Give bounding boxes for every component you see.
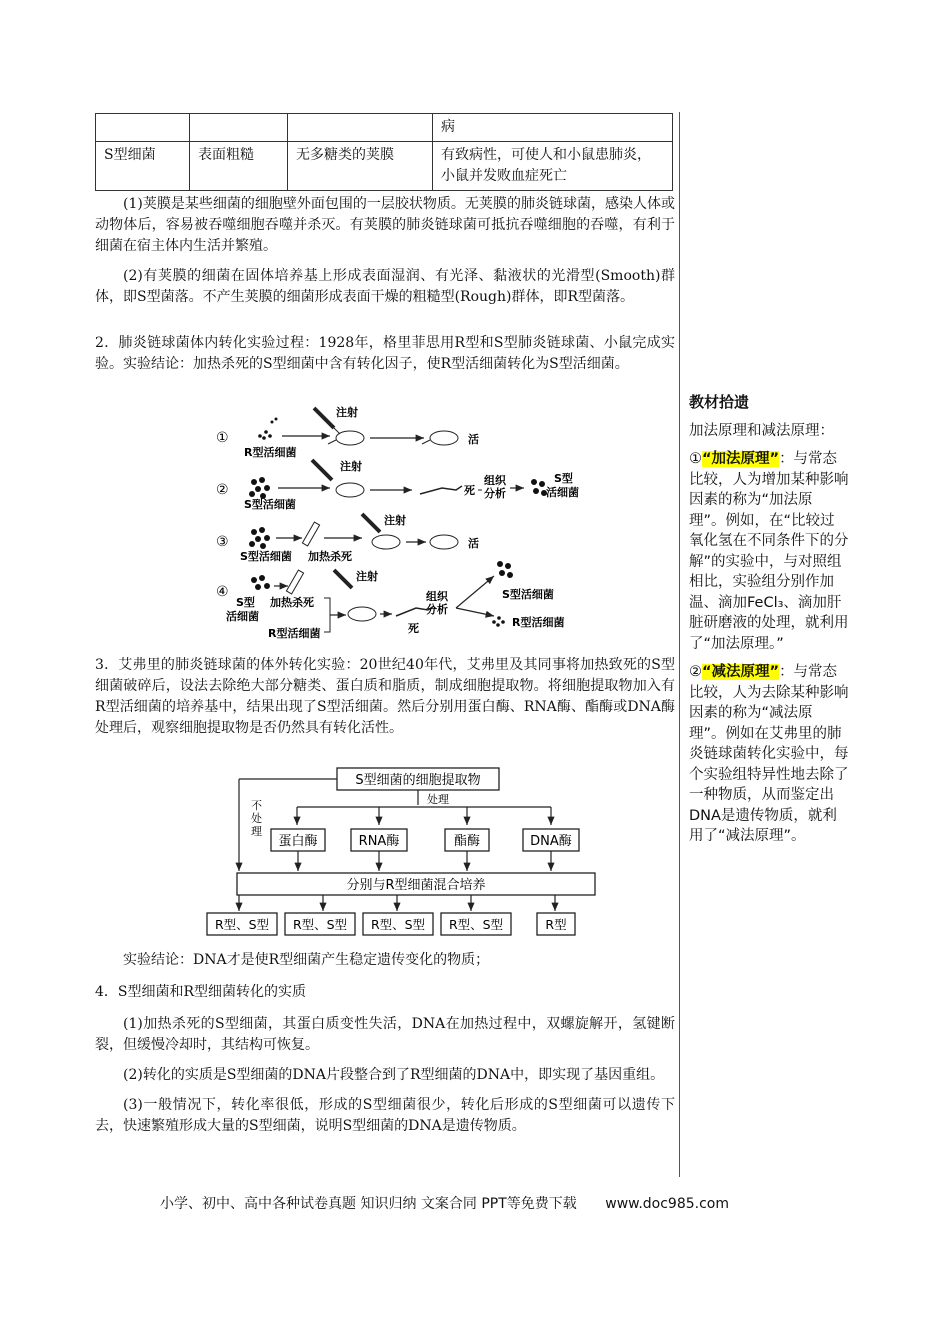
- dead-mouse-icon: [420, 486, 462, 494]
- s-live-label: S型活细菌: [244, 498, 296, 511]
- sidebar: [689, 392, 849, 855]
- output-s-label: S型活细菌: [502, 588, 554, 601]
- mouse-icon: [422, 431, 458, 445]
- table-cell: 无多糖类的荚膜: [288, 142, 433, 191]
- enzyme-box: RNA酶: [358, 834, 400, 849]
- item-number: ①: [689, 451, 702, 467]
- output-label: S型活细菌: [546, 472, 579, 499]
- r-bacteria-icon: [492, 616, 505, 627]
- table-row: [96, 114, 673, 142]
- enzyme-box: 蛋白酶: [278, 834, 318, 849]
- table-cell: S型细菌: [96, 142, 190, 191]
- result-box: R型、S型: [292, 917, 348, 932]
- footer: [160, 1193, 800, 1213]
- inject-label: 注射: [340, 460, 362, 473]
- sidebar-item-1: [689, 449, 849, 654]
- table-cell: [288, 114, 433, 142]
- analysis-label: 组织分析: [426, 590, 448, 616]
- mouse-icon: [430, 535, 458, 549]
- item-number: ②: [689, 664, 702, 680]
- mouse-icon: [328, 431, 364, 445]
- result-label: 死: [408, 622, 419, 635]
- result-box: R型: [545, 917, 567, 932]
- result-label: 死: [464, 484, 475, 497]
- sidebar-intro: 加法原理和减法原理：: [689, 422, 834, 439]
- test-tube-icon: [302, 522, 319, 546]
- sidebar-divider: [679, 112, 680, 1177]
- item-text: ：与常态比较，人为去除某种影响因素的称为“减法原理”。例如在艾弗里的肺炎链球菌转化实验中，每个实验组特异性地去除了一种物质，从而鉴定出DNA是遗传物质，就利用了“减法原理”。: [689, 664, 849, 844]
- enzyme-box: DNA酶: [530, 834, 572, 849]
- table-row: [96, 142, 673, 191]
- heat-kill-label: 加热杀死: [308, 550, 352, 563]
- s-live-label: S型活细菌: [226, 596, 259, 623]
- table-cell: 病: [433, 114, 673, 142]
- mouse-icon: [348, 607, 376, 621]
- section-4-title: 4．S型细菌和R型细菌转化的实质: [95, 984, 307, 1000]
- r-live-label: R型活细菌: [244, 446, 297, 459]
- s-bacteria-icon: [251, 575, 270, 590]
- r-live-label: R型活细菌: [268, 627, 321, 640]
- inject-label: 注射: [384, 514, 406, 527]
- result-box: R型、S型: [448, 917, 504, 932]
- sidebar-item-2: [689, 662, 849, 847]
- footer-url[interactable]: www.doc985.com: [605, 1196, 729, 1212]
- s-bacteria-icon: [249, 527, 270, 549]
- section-4-p2: (2)转化的实质是S型细菌的DNA片段整合到了R型细菌的DNA中，即实现了基因重组。: [123, 1067, 665, 1083]
- highlight-term: “加法原理”: [702, 451, 780, 467]
- s-bacteria-icon: [497, 561, 513, 578]
- row-number: ②: [216, 482, 229, 498]
- avery-flowchart: [205, 765, 605, 945]
- conclusion: [95, 950, 675, 971]
- table-cell: [190, 114, 288, 142]
- s-bacteria-icon: [531, 479, 547, 496]
- r-bacteria-icon: [258, 418, 277, 440]
- conclusion-text: 实验结论：DNA才是使R型细菌产生稳定遗传变化的物质；: [123, 952, 490, 968]
- table-cell: 表面粗糙: [190, 142, 288, 191]
- s-bacteria-icon: [249, 477, 270, 499]
- sidebar-title: 教材拾遗: [689, 393, 750, 411]
- syringe-icon: [312, 460, 332, 480]
- s-live-label: S型活细菌: [240, 550, 292, 563]
- mix-box: 分别与R型细菌混合培养: [346, 878, 486, 893]
- bacteria-table: [95, 113, 673, 191]
- footer-text: 小学、初中、高中各种试卷真题 知识归纳 文案合同 PPT等免费下载: [160, 1196, 577, 1212]
- row-number: ①: [216, 430, 229, 446]
- process-label: 处理: [427, 793, 449, 806]
- section-3-text: 3．艾弗里的肺炎链球菌的体外转化实验：20世纪40年代，艾弗里及其同事将加热致死的S型细菌破碎后，设法去除绝大部分糖类、蛋白质和脂质，制成细胞提取物。将细胞提取物加入有R型活细菌的培养基中，结果出现了S型活细菌。然后分别用蛋白酶、RNA酶、酯酶或DNA酶处理后，观察细胞提取物是否仍然具有转化活性。: [95, 657, 675, 736]
- section-2-text: 2．肺炎链球菌体内转化实验过程：1928年，格里菲思用R型和S型肺炎链球菌、小鼠完成实验。实验结论：加热杀死的S型细菌中含有转化因子，使R型活细菌转化为S型活细菌。: [95, 335, 675, 372]
- enzyme-box: 酯酶: [453, 834, 481, 849]
- section-2: [95, 333, 675, 375]
- output-r-label: R型活细菌: [512, 616, 565, 629]
- inject-label: 注射: [336, 406, 358, 419]
- section-3: [95, 655, 675, 739]
- heat-kill-label: 加热杀死: [270, 596, 314, 609]
- row-number: ④: [216, 584, 229, 600]
- inject-label: 注射: [356, 570, 378, 583]
- result-box: R型、S型: [214, 917, 270, 932]
- section-4-p1: (1)加热杀死的S型细菌，其蛋白质变性失活，DNA在加热过程中，双螺旋解开，氢键断裂，但缓慢冷却时，其结构可恢复。: [95, 1016, 675, 1053]
- syringe-icon: [334, 570, 352, 588]
- mouse-icon: [336, 483, 364, 497]
- griffith-diagram: [212, 402, 592, 647]
- no-process-label: 不处理: [251, 799, 262, 838]
- highlight-term: “减法原理”: [702, 664, 780, 680]
- mouse-icon: [372, 535, 400, 549]
- capsule-notes: [95, 194, 675, 308]
- result-label: 活: [468, 537, 479, 550]
- row-number: ③: [216, 534, 229, 550]
- table-cell: 有致病性，可使人和小鼠患肺炎，小鼠并发败血症死亡: [433, 142, 673, 191]
- analysis-label: 组织分析: [484, 474, 506, 500]
- test-tube-icon: [286, 570, 303, 594]
- item-text: ：与常态比较，人为增加某种影响因素的称为“加法原理”。例如，在“比较过氧化氢在不同条件下的分解”的实验中，与对照组相比，实验组分别作加温、滴加FeCl₃、滴加肝脏研磨液的处理，就利用了“加法原理。”: [689, 451, 849, 652]
- note-2: (2)有荚膜的细菌在固体培养基上形成表面湿润、有光泽、黏液状的光滑型(Smooth)群体，即S型菌落。不产生荚膜的细菌形成表面干燥的粗糙型(Rough)群体，即R型菌落。: [95, 268, 675, 305]
- result-label: 活: [468, 433, 479, 446]
- section-4: [95, 982, 675, 1137]
- extract-box: S型细菌的细胞提取物: [355, 773, 481, 788]
- syringe-icon: [362, 514, 380, 532]
- result-box: R型、S型: [370, 917, 426, 932]
- section-4-p3: (3)一般情况下，转化率很低，形成的S型细菌很少，转化后形成的S型细菌可以遗传下去，快速繁殖形成大量的S型细菌，说明S型细菌的DNA是遗传物质。: [95, 1097, 675, 1134]
- note-1: (1)荚膜是某些细菌的细胞壁外面包围的一层胶状物质。无荚膜的肺炎链球菌，感染人体或动物体后，容易被吞噬细胞吞噬并杀灭。有荚膜的肺炎链球菌可抵抗吞噬细胞的吞噬，有利于细菌在宿主体内生活并繁殖。: [95, 196, 675, 254]
- table-cell: [96, 114, 190, 142]
